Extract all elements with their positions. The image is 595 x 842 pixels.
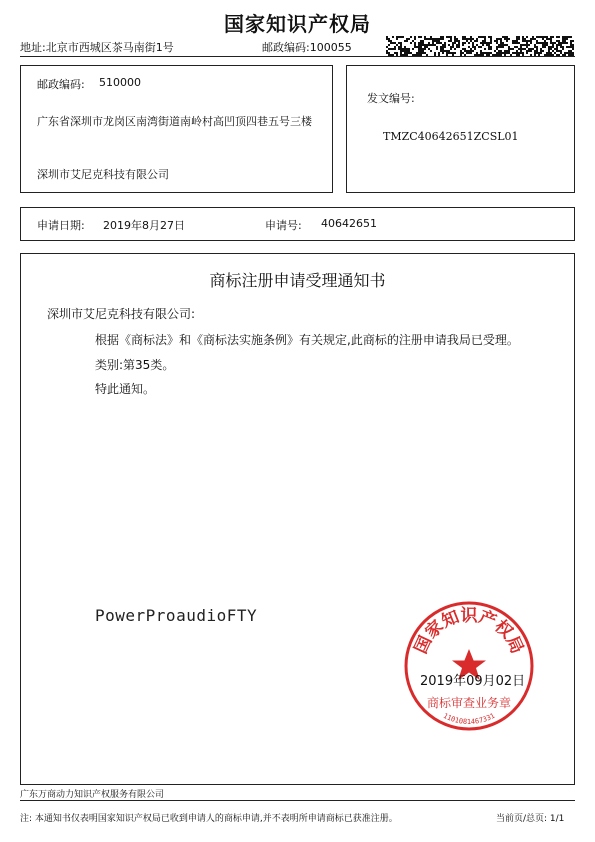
application-date-label: 申请日期: bbox=[37, 219, 85, 232]
recipient-postal-label: 邮政编码: bbox=[37, 78, 85, 91]
seal-code: 1101081467331 bbox=[441, 711, 497, 726]
seal-top-text: 国家知识产权局 bbox=[411, 606, 527, 657]
notice-salutation: 深圳市艾尼克科技有限公司: bbox=[47, 307, 196, 321]
dispatch-label: 发文编号: bbox=[367, 92, 415, 105]
page-indicator: 当前页/总页: 1/1 bbox=[496, 814, 565, 824]
office-postal-code: 邮政编码:100055 bbox=[262, 41, 352, 54]
office-address: 地址:北京市西城区茶马南街1号 bbox=[20, 41, 174, 54]
notice-closing: 特此通知。 bbox=[95, 382, 156, 396]
seal-bottom-text: 商标审查业务章 bbox=[426, 696, 512, 710]
recipient-address: 广东省深圳市龙岗区南湾街道南岭村高凹顶四巷五号三楼 bbox=[37, 115, 312, 128]
agency-name: 广东万商动力知识产权服务有限公司 bbox=[20, 790, 165, 800]
application-number-value: 40642651 bbox=[321, 217, 377, 230]
document-title: 国家知识产权局 bbox=[224, 12, 371, 36]
footer-divider bbox=[20, 800, 575, 801]
application-info-box bbox=[20, 207, 575, 241]
barcode bbox=[386, 36, 574, 56]
recipient-box bbox=[20, 65, 333, 193]
dispatch-box bbox=[346, 65, 575, 193]
application-number-label: 申请号: bbox=[265, 219, 302, 232]
recipient-company: 深圳市艾尼克科技有限公司 bbox=[37, 168, 169, 181]
dispatch-number: TMZC40642651ZCSL01 bbox=[383, 130, 519, 143]
header-divider bbox=[20, 56, 575, 57]
application-date-value: 2019年8月27日 bbox=[103, 219, 185, 232]
footer-note: 注: 本通知书仅表明国家知识产权局已收到申请人的商标申请,并不表明所申请商标已获准注册。 bbox=[20, 814, 398, 824]
notice-body: 根据《商标法》和《商标法实施条例》有关规定,此商标的注册申请我局已受理。 bbox=[95, 333, 519, 347]
official-seal bbox=[402, 599, 536, 733]
recipient-postal-value: 510000 bbox=[99, 76, 141, 89]
trademark-name: PowerProaudioFTY bbox=[95, 606, 258, 625]
notice-title: 商标注册申请受理通知书 bbox=[209, 271, 386, 290]
notice-class: 类别:第35类。 bbox=[95, 358, 175, 372]
svg-text:1101081467331 bbox=[442, 712, 496, 726]
issue-date: 2019年09月02日 bbox=[420, 674, 526, 689]
